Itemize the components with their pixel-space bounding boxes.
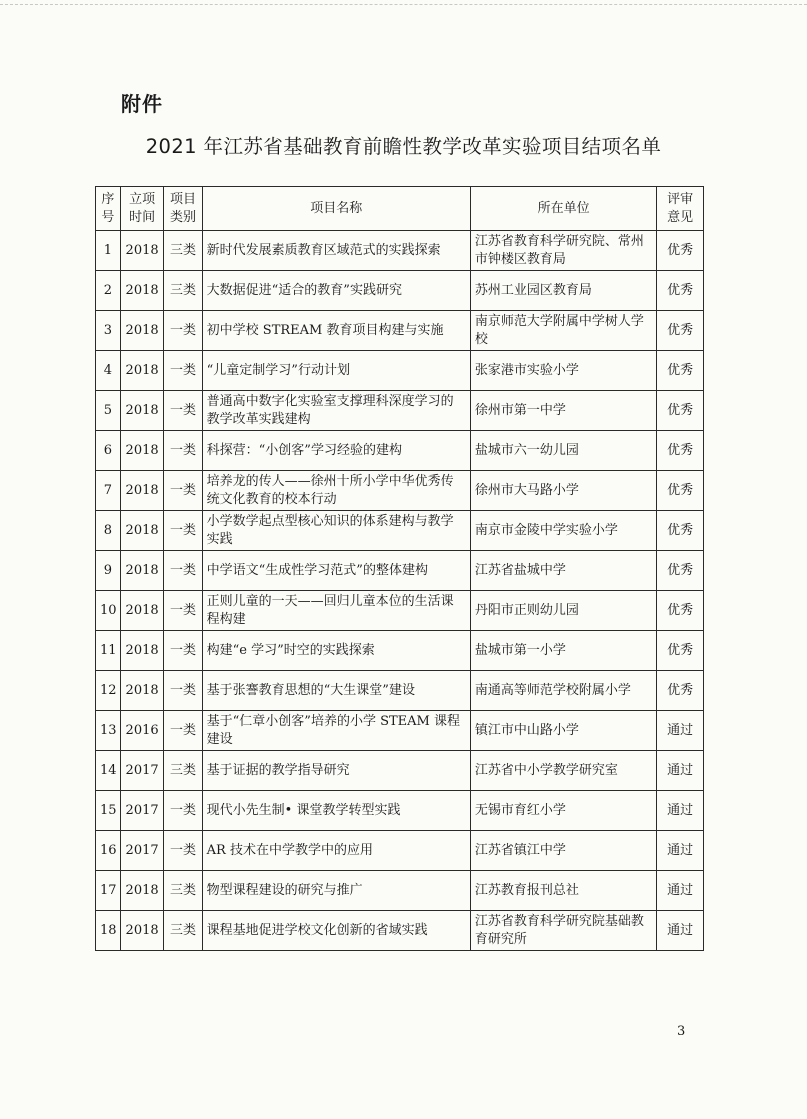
cell-project-name: 小学数学起点型核心知识的体系建构与教学实践: [202, 511, 470, 551]
table-row: [96, 311, 704, 351]
cell-project-type: 一类: [164, 791, 202, 831]
cell-approval-year: 2018: [120, 351, 164, 391]
cell-project-type: 一类: [164, 711, 202, 751]
cell-project-type: 一类: [164, 671, 202, 711]
cell-approval-year: 2018: [120, 631, 164, 671]
header-review-opinion: 评审 意见: [657, 187, 704, 231]
cell-project-name: 新时代发展素质教育区域范式的实践探索: [202, 231, 470, 271]
attachment-label: 附件: [121, 92, 163, 116]
header-project-name: 项目名称: [202, 187, 470, 231]
cell-review-opinion: 优秀: [657, 311, 704, 351]
cell-unit: 张家港市实验小学: [470, 351, 656, 391]
cell-unit: 江苏省镇江中学: [470, 831, 656, 871]
cell-serial-number: 4: [96, 351, 121, 391]
cell-unit: 镇江市中山路小学: [470, 711, 656, 751]
cell-review-opinion: 优秀: [657, 231, 704, 271]
cell-project-type: 三类: [164, 871, 202, 911]
cell-review-opinion: 通过: [657, 871, 704, 911]
table-row: [96, 511, 704, 551]
cell-project-name: 基于“仁章小创客”培养的小学 STEAM 课程建设: [202, 711, 470, 751]
document-title: 2021 年江苏省基础教育前瞻性教学改革实验项目结项名单: [145, 135, 662, 158]
cell-approval-year: 2018: [120, 431, 164, 471]
cell-serial-number: 2: [96, 271, 121, 311]
header-approval-year: 立项 时间: [120, 187, 164, 231]
cell-project-name: 正则儿童的一天——回归儿童本位的生活课程构建: [202, 591, 470, 631]
cell-unit: 江苏省中小学教学研究室: [470, 751, 656, 791]
cell-approval-year: 2018: [120, 671, 164, 711]
table-row: [96, 631, 704, 671]
header-unit: 所在单位: [470, 187, 656, 231]
cell-project-type: 一类: [164, 431, 202, 471]
cell-project-name: 中学语文“生成性学习范式”的整体建构: [202, 551, 470, 591]
table-row: [96, 471, 704, 511]
table-row: [96, 591, 704, 631]
cell-serial-number: 14: [96, 751, 121, 791]
cell-serial-number: 6: [96, 431, 121, 471]
table-body: [96, 231, 704, 951]
cell-project-type: 一类: [164, 551, 202, 591]
cell-approval-year: 2018: [120, 551, 164, 591]
header-serial-number: 序 号: [96, 187, 121, 231]
page-number: 3: [677, 1024, 686, 1039]
cell-approval-year: 2016: [120, 711, 164, 751]
cell-unit: 徐州市大马路小学: [470, 471, 656, 511]
cell-unit: 丹阳市正则幼儿园: [470, 591, 656, 631]
cell-unit: 江苏省教育科学研究院基础教育研究所: [470, 911, 656, 951]
table-row: [96, 911, 704, 951]
header-project-type: 项目 类别: [164, 187, 202, 231]
cell-unit: 盐城市第一小学: [470, 631, 656, 671]
cell-serial-number: 17: [96, 871, 121, 911]
cell-review-opinion: 通过: [657, 911, 704, 951]
cell-project-type: 一类: [164, 311, 202, 351]
cell-serial-number: 12: [96, 671, 121, 711]
cell-project-name: 构建“e 学习”时空的实践探索: [202, 631, 470, 671]
cell-approval-year: 2018: [120, 231, 164, 271]
cell-approval-year: 2017: [120, 831, 164, 871]
cell-project-type: 一类: [164, 591, 202, 631]
cell-project-name: AR 技术在中学教学中的应用: [202, 831, 470, 871]
cell-review-opinion: 优秀: [657, 351, 704, 391]
table-row: [96, 351, 704, 391]
cell-review-opinion: 优秀: [657, 591, 704, 631]
cell-review-opinion: 通过: [657, 711, 704, 751]
table-row: [96, 431, 704, 471]
cell-serial-number: 8: [96, 511, 121, 551]
cell-approval-year: 2017: [120, 751, 164, 791]
cell-unit: 无锡市育红小学: [470, 791, 656, 831]
cell-review-opinion: 优秀: [657, 511, 704, 551]
cell-approval-year: 2018: [120, 871, 164, 911]
cell-approval-year: 2017: [120, 791, 164, 831]
table-row: [96, 791, 704, 831]
cell-project-name: 初中学校 STREAM 教育项目构建与实施: [202, 311, 470, 351]
cell-approval-year: 2018: [120, 391, 164, 431]
cell-project-name: 物型课程建设的研究与推广: [202, 871, 470, 911]
cell-project-name: “儿童定制学习”行动计划: [202, 351, 470, 391]
cell-approval-year: 2018: [120, 271, 164, 311]
cell-review-opinion: 优秀: [657, 391, 704, 431]
cell-project-type: 一类: [164, 351, 202, 391]
cell-review-opinion: 优秀: [657, 671, 704, 711]
cell-unit: 徐州市第一中学: [470, 391, 656, 431]
cell-review-opinion: 优秀: [657, 431, 704, 471]
cell-serial-number: 11: [96, 631, 121, 671]
cell-project-type: 一类: [164, 471, 202, 511]
cell-project-name: 现代小先生制• 课堂教学转型实践: [202, 791, 470, 831]
table-header: [96, 187, 704, 231]
cell-project-name: 基于张謇教育思想的“大生课堂”建设: [202, 671, 470, 711]
cell-unit: 南京市金陵中学实验小学: [470, 511, 656, 551]
cell-project-name: 普通高中数字化实验室支撑理科深度学习的教学改革实践建构: [202, 391, 470, 431]
table-header-row: [96, 187, 704, 231]
cell-project-type: 一类: [164, 631, 202, 671]
cell-project-type: 三类: [164, 231, 202, 271]
cell-project-name: 大数据促进“适合的教育”实践研究: [202, 271, 470, 311]
cell-serial-number: 18: [96, 911, 121, 951]
table-row: [96, 751, 704, 791]
table-row: [96, 871, 704, 911]
cell-serial-number: 15: [96, 791, 121, 831]
table-row: [96, 711, 704, 751]
cell-review-opinion: 优秀: [657, 631, 704, 671]
cell-approval-year: 2018: [120, 911, 164, 951]
table-row: [96, 231, 704, 271]
page-top-rule: [0, 4, 807, 5]
cell-review-opinion: 优秀: [657, 551, 704, 591]
cell-project-name: 基于证据的教学指导研究: [202, 751, 470, 791]
cell-project-name: 培养龙的传人——徐州十所小学中华优秀传统文化教育的校本行动: [202, 471, 470, 511]
cell-serial-number: 9: [96, 551, 121, 591]
cell-project-type: 一类: [164, 511, 202, 551]
cell-review-opinion: 优秀: [657, 471, 704, 511]
cell-project-type: 三类: [164, 271, 202, 311]
cell-review-opinion: 通过: [657, 751, 704, 791]
cell-project-name: 课程基地促进学校文化创新的省域实践: [202, 911, 470, 951]
table-row: [96, 391, 704, 431]
cell-approval-year: 2018: [120, 591, 164, 631]
cell-project-name: 科探营：“小创客”学习经验的建构: [202, 431, 470, 471]
cell-serial-number: 3: [96, 311, 121, 351]
cell-project-type: 一类: [164, 391, 202, 431]
cell-serial-number: 16: [96, 831, 121, 871]
cell-serial-number: 10: [96, 591, 121, 631]
cell-serial-number: 1: [96, 231, 121, 271]
cell-review-opinion: 优秀: [657, 271, 704, 311]
cell-unit: 苏州工业园区教育局: [470, 271, 656, 311]
cell-unit: 江苏教育报刊总社: [470, 871, 656, 911]
cell-project-type: 一类: [164, 831, 202, 871]
cell-project-type: 三类: [164, 911, 202, 951]
cell-project-type: 三类: [164, 751, 202, 791]
table-row: [96, 831, 704, 871]
cell-review-opinion: 通过: [657, 791, 704, 831]
cell-approval-year: 2018: [120, 511, 164, 551]
table-row: [96, 271, 704, 311]
cell-unit: 江苏省教育科学研究院、常州市钟楼区教育局: [470, 231, 656, 271]
cell-serial-number: 13: [96, 711, 121, 751]
cell-unit: 江苏省盐城中学: [470, 551, 656, 591]
cell-approval-year: 2018: [120, 471, 164, 511]
project-table: [95, 186, 704, 951]
cell-serial-number: 7: [96, 471, 121, 511]
cell-serial-number: 5: [96, 391, 121, 431]
cell-review-opinion: 通过: [657, 831, 704, 871]
table-row: [96, 551, 704, 591]
cell-unit: 南通高等师范学校附属小学: [470, 671, 656, 711]
cell-approval-year: 2018: [120, 311, 164, 351]
cell-unit: 南京师范大学附属中学树人学校: [470, 311, 656, 351]
table-row: [96, 671, 704, 711]
cell-unit: 盐城市六一幼儿园: [470, 431, 656, 471]
